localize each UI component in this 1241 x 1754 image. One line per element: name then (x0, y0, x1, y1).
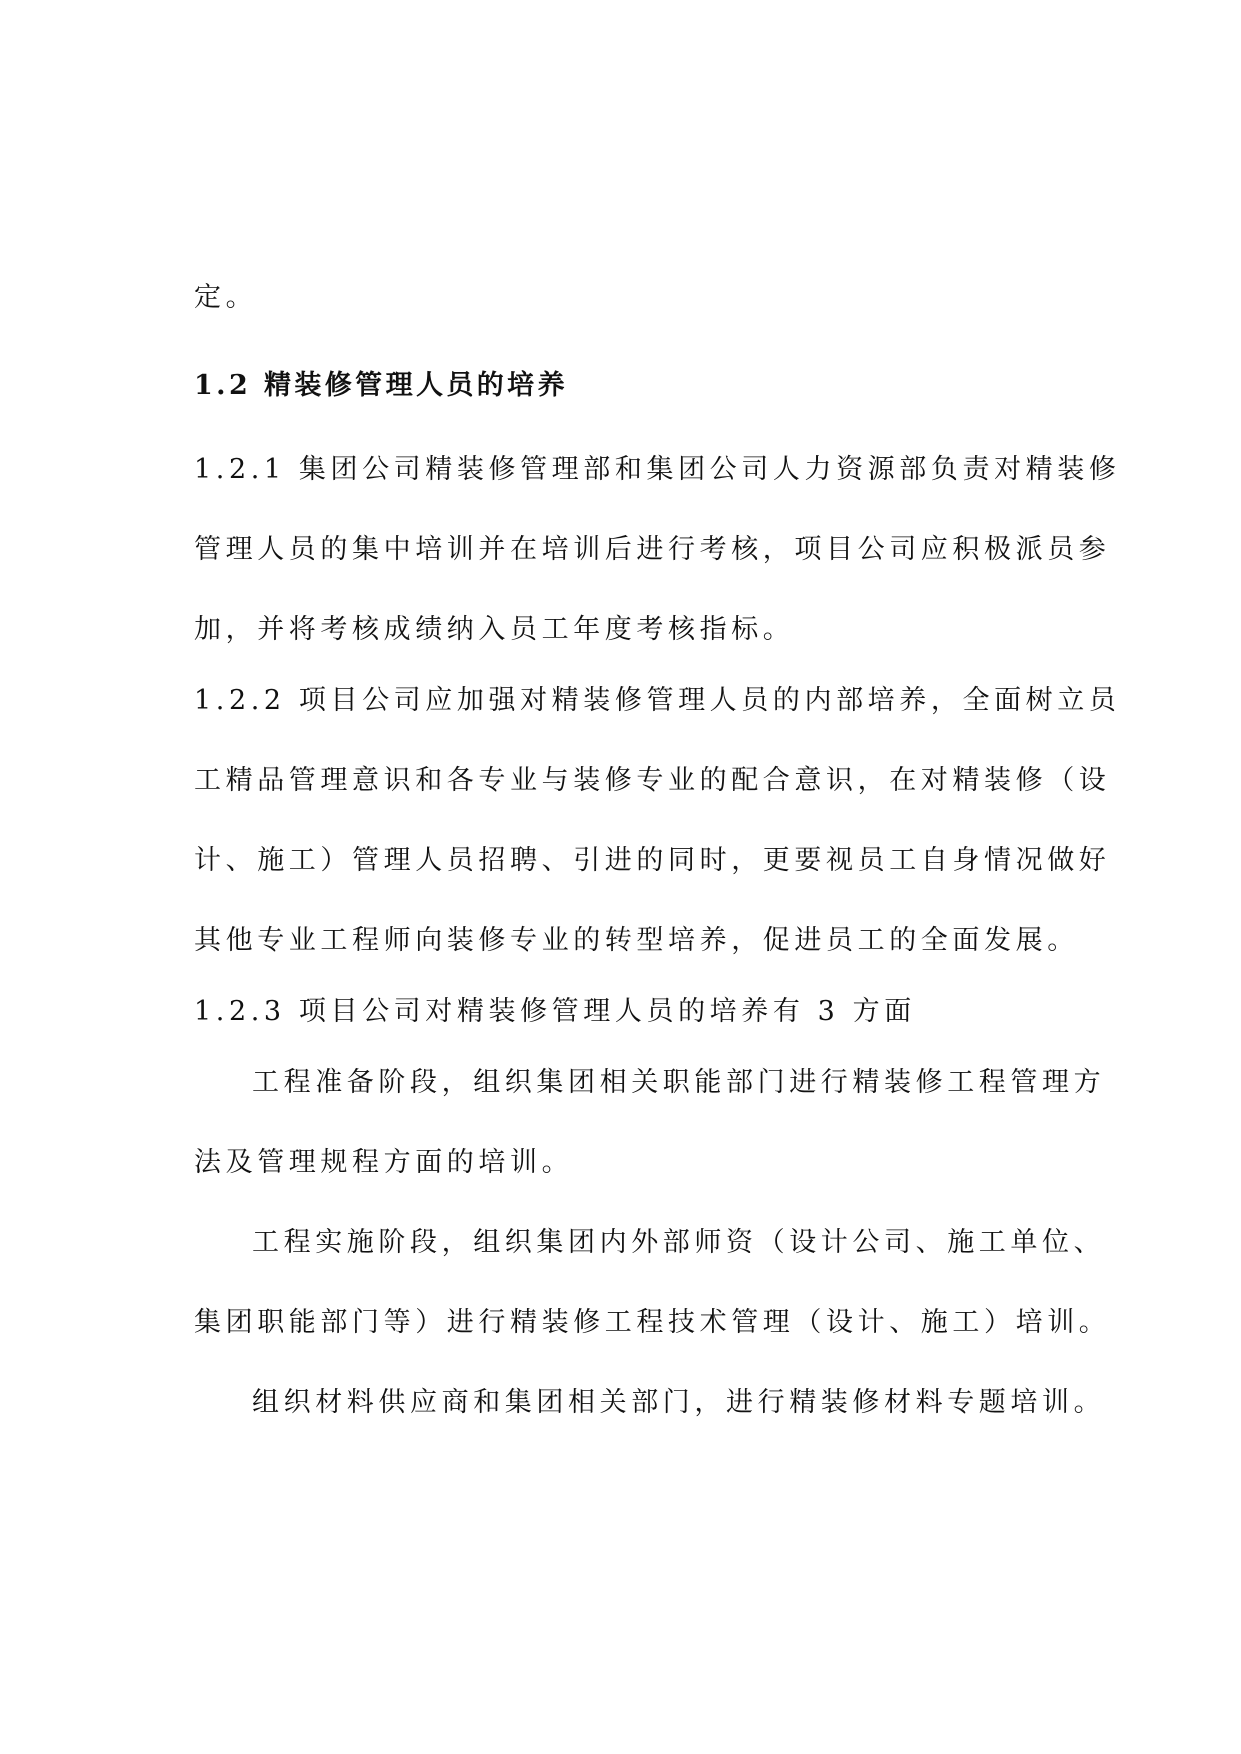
training-item-1-line-2: 法及管理规程方面的培训。 (194, 1147, 574, 1178)
training-item-2-line-1: 工程实施阶段，组织集团内外部师资（设计公司、施工单位、 (252, 1227, 1106, 1258)
section-heading-1-2: 1.2 精装修管理人员的培养 (194, 370, 568, 401)
paragraph-continuation-line: 定。 (194, 282, 258, 313)
clause-1-2-1-line-3: 加，并将考核成绩纳入员工年度考核指标。 (194, 614, 795, 645)
clause-1-2-1-line-2: 管理人员的集中培训并在培训后进行考核，项目公司应积极派员参 (194, 534, 1111, 565)
clause-1-2-2-line-3: 计、施工）管理人员招聘、引进的同时，更要视员工自身情况做好 (194, 845, 1111, 876)
training-item-3-line-1: 组织材料供应商和集团相关部门，进行精装修材料专题培训。 (252, 1387, 1106, 1418)
clause-1-2-2-line-2: 工精品管理意识和各专业与装修专业的配合意识，在对精装修（设 (194, 765, 1111, 796)
training-item-1-line-1: 工程准备阶段，组织集团相关职能部门进行精装修工程管理方 (252, 1067, 1106, 1098)
training-item-2-line-2: 集团职能部门等）进行精装修工程技术管理（设计、施工）培训。 (194, 1307, 1111, 1338)
clause-1-2-1-line-1: 1.2.1 集团公司精装修管理部和集团公司人力资源部负责对精装修 (194, 454, 1121, 485)
clause-1-2-2-line-4: 其他专业工程师向装修专业的转型培养，促进员工的全面发展。 (194, 925, 1079, 956)
clause-1-2-3-line-1: 1.2.3 项目公司对精装修管理人员的培养有 3 方面 (194, 996, 916, 1027)
clause-1-2-2-line-1: 1.2.2 项目公司应加强对精装修管理人员的内部培养，全面树立员 (194, 685, 1121, 716)
